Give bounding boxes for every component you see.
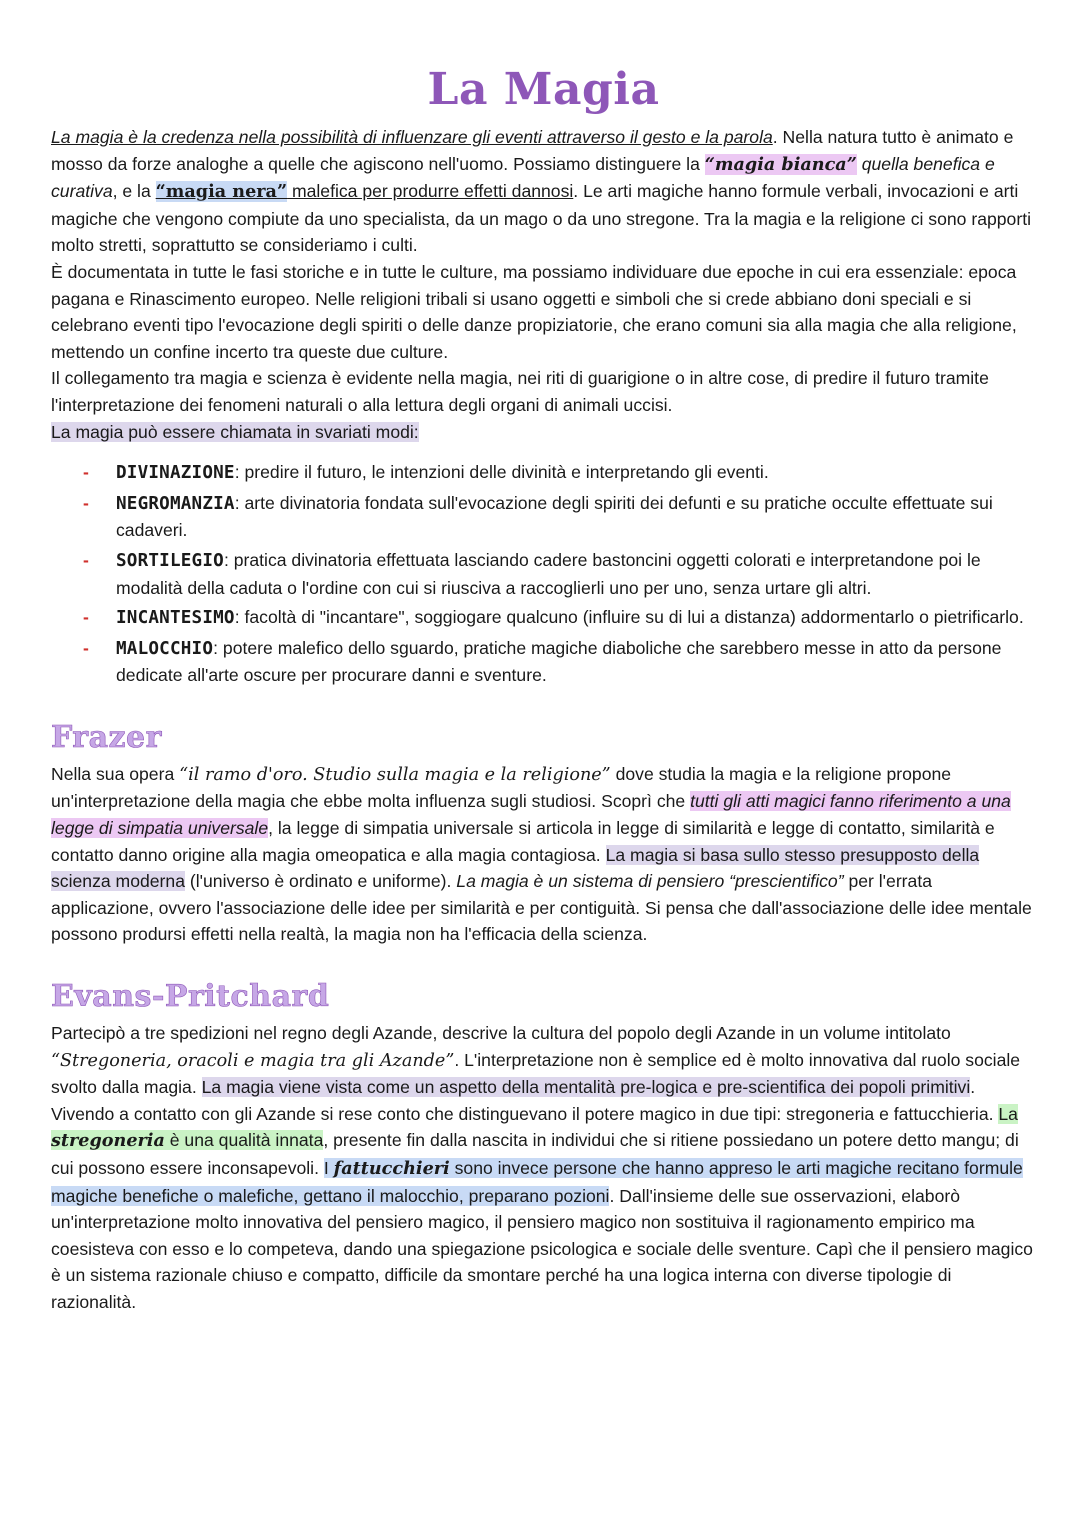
intro-paragraph-3: Il collegamento tra magia e scienza è evidente nella magia, nei riti di guarigione o in altre cose, di predire il futuro tramite l'interpretazione dei fenomeni naturali o alla lettura degli organi di animali uccisi. xyxy=(51,368,989,415)
list-desc: : pratica divinatoria effettuata lasciando cadere bastoncini oggetti colorati e interpretandone poi le modalità della caduta o l'ordine con cui si riusciva a raccoglierli uno per uno, senza urtare gli altri. xyxy=(116,549,981,598)
list-item xyxy=(83,635,1036,689)
prescientific-text: La magia è un sistema di pensiero “prescientifico” xyxy=(456,871,844,892)
page-title: La Magia xyxy=(427,64,660,115)
frazer-text: per l'errata applicazione, ovvero l'associazione delle idee per similarità e per contiguità. Si pensa che dall'associazione delle idee mentale possono prodursi effetti nella realtà, la magia non ha l'efficacia della scienza. xyxy=(51,871,1032,945)
list-term: NEGROMANZIA xyxy=(116,493,235,514)
stregoneria-term: stregoneria xyxy=(51,1130,165,1152)
dash-bullet-icon: - xyxy=(83,637,89,658)
list-item xyxy=(83,547,1036,601)
evans-text: . Vivendo a contatto con gli Azande si rese conto che distinguevano il potere magico in due tipi: stregoneria e fattucchieria. xyxy=(51,1077,999,1124)
definition-text: La magia è la credenza nella possibilità di influenzare gli eventi attraverso il gesto e la parola xyxy=(51,127,773,147)
list-desc: : facoltà di "incantare", soggiogare qualcuno (influire su di lui a distanza) addormentarlo o pietrificarlo. xyxy=(234,607,1024,628)
evans-text: sono invece persone che hanno appreso le arti magiche recitano formule magiche benefiche o malefiche, gettano il malocchio, preparano pozioni xyxy=(51,1158,1023,1206)
frazer-paragraph xyxy=(51,761,1036,948)
intro-text: , e la xyxy=(112,181,156,202)
evans-text: è una qualità innata xyxy=(164,1130,324,1151)
list-desc: : predire il futuro, le intenzioni delle divinità e interpretando gli eventi. xyxy=(234,462,769,483)
intro-paragraph-1 xyxy=(51,124,1036,259)
evans-text: . L'interpretazione non è semplice ed è molto innovativa dal ruolo sociale svolto dalla magia. xyxy=(51,1049,1021,1098)
evans-text: . Dall'insieme delle sue osservazioni, elaborò un'interpretazione molto innovativa del pensiero magico, il pensiero magico non sostituiva il ragionamento empirico ma coesisteva con esso e lo competeva, dando una spiegazione psicologica e sociale delle sventure. Capì che il pensiero magico è un sistema razionale chiuso e compatto, difficile da smontare perché ha una logica interna con diverse tipologie di razionalità. xyxy=(51,1185,1033,1312)
intro-text: . Nella natura tutto è animato e mosso da forze analoghe a quelle che agiscono nell'uomo. Possiamo distinguere la xyxy=(51,127,1014,174)
evans-paragraph xyxy=(51,1020,1036,1316)
list-term: INCANTESIMO xyxy=(116,608,235,629)
evans-text: , presente fin dalla nascita in individui che si ritiene possiedano un potere detto mangu; di cui possono essere inconsapevoli. xyxy=(51,1130,1019,1178)
intro-text: quella benefica e curativa xyxy=(51,153,995,202)
evans-pritchard-heading: Evans-Pritchard xyxy=(51,979,330,1015)
list-term: MALOCCHIO xyxy=(116,638,214,659)
list-desc: : potere malefico dello sguardo, pratiche magiche diaboliche che sarebbero messe in atto da persone dedicate all'arte oscure per procurare danni e sventure. xyxy=(116,637,1002,686)
dash-bullet-icon: - xyxy=(83,549,89,570)
evans-text: I xyxy=(323,1158,334,1178)
highlight-science: La magia si basa sullo stesso presupposto della scienza moderna xyxy=(51,844,980,892)
dash-bullet-icon: - xyxy=(83,607,89,628)
dash-bullet-icon: - xyxy=(83,462,89,483)
book-title: “Stregoneria, oracoli e magia tra gli Azande” xyxy=(51,1050,455,1071)
frazer-text: , la legge di simpatia universale si articola in legge di similarità e legge di contatto, similarità e contatto danno origine alla magia omeopatica e alla magia contagiosa. xyxy=(51,818,995,865)
list-intro-text: La magia può essere chiamata in svariati modi: xyxy=(51,421,419,442)
intro-text: malefica per produrre effetti dannosi xyxy=(287,181,574,202)
list-item xyxy=(83,490,1036,544)
evans-text: Partecipò a tre spedizioni nel regno degli Azande, descrive la cultura del popolo degli Azande in un volume intitolato xyxy=(51,1023,951,1044)
intro-paragraph-4 xyxy=(51,419,1036,446)
magia-nera-term: “magia nera” xyxy=(155,181,288,203)
book-title: “il ramo d'oro. Studio sulla magia e la religione” xyxy=(179,764,611,785)
magic-types-list xyxy=(51,459,1036,689)
highlight-prelogical: La magia viene vista come un aspetto della mentalità pre-logica e pre-scientifica dei popoli primitivi xyxy=(201,1077,971,1098)
frazer-heading: Frazer xyxy=(51,719,162,755)
fattucchieri-term: fattucchieri xyxy=(333,1158,450,1179)
list-desc: : arte divinatoria fondata sull'evocazione degli spiriti dei defunti e su pratiche occulte effettuate sui cadaveri. xyxy=(116,492,993,541)
document-page xyxy=(51,60,1036,1316)
list-term: SORTILEGIO xyxy=(116,550,224,571)
magia-bianca-term: “magia bianca” xyxy=(704,153,857,175)
frazer-text: Nella sua opera xyxy=(51,763,180,784)
dash-bullet-icon: - xyxy=(83,492,89,513)
list-term: DIVINAZIONE xyxy=(116,463,235,484)
frazer-text: (l'universo è ordinato e uniforme). xyxy=(184,871,457,892)
intro-paragraph-2: È documentata in tutte le fasi storiche e in tutte le culture, ma possiamo individuare due epoche in cui era essenziale: epoca pagana e Rinascimento europeo. Nelle religioni tribali si usano oggetti e simboli che si crede abbiano doni speciali e si celebrano eventi tipo l'evocazione degli spiriti o delle danze propiziatorie, che erano comuni sia alla magia che alla religione, mettendo un confine incerto tra queste due culture. xyxy=(51,261,1017,362)
intro-text: . Le arti magiche hanno formule verbali, invocazioni e arti magiche che vengono compiute da uno specialista, da un mago o da uno stregone. Tra la magia e la religione ci sono rapporti molto stretti, soprattutto se consideriamo i culti. xyxy=(51,181,1032,256)
list-item xyxy=(83,604,1036,632)
evans-text: La xyxy=(998,1103,1018,1124)
frazer-text: dove studia la magia e la religione propone un'interpretazione della magia che ebbe molta influenza sugli studiosi. Scoprì che xyxy=(51,763,952,812)
list-item xyxy=(83,459,1036,487)
highlight-sympathy: tutti gli atti magici fanno riferimento a una legge di simpatia universale xyxy=(51,791,1011,839)
